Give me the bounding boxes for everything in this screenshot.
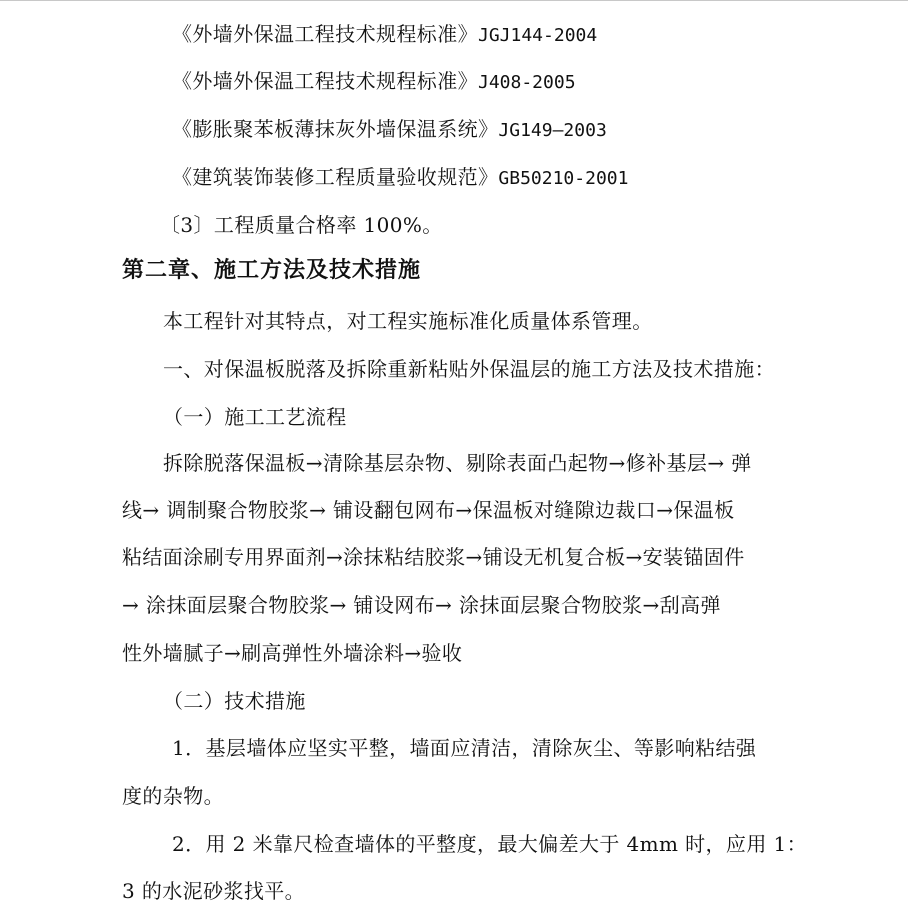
- standard-title: 《外墙外保温工程技术规程标准》: [172, 69, 478, 93]
- process-line: 线→ 调制聚合物胶浆→ 铺设翻包网布→保温板对缝隙边裁口→保温板: [122, 498, 735, 522]
- quality-rate: 〔3〕工程质量合格率 100%。: [160, 213, 443, 237]
- process-line: 拆除脱落保温板→清除基层杂物、剔除表面凸起物→修补基层→ 弹: [163, 451, 752, 475]
- standard-item: [172, 69, 576, 95]
- standard-title: 《外墙外保温工程技术规程标准》: [172, 22, 478, 46]
- intro-paragraph: 本工程针对其特点，对工程实施标准化质量体系管理。: [163, 309, 653, 333]
- process-line: 性外墙腻子→刷高弹性外墙涂料→验收: [122, 641, 463, 665]
- measure-2-line: 2．用 2 米靠尺检查墙体的平整度，最大偏差大于 4mm 时，应用 1：: [172, 832, 808, 856]
- standard-item: [172, 165, 628, 191]
- subsection-measures-title: （二）技术措施: [163, 689, 306, 713]
- subsection-process-title: （一）施工工艺流程: [163, 405, 347, 429]
- chapter-title: 第二章、施工方法及技术措施: [122, 258, 422, 283]
- standard-title: 《膨胀聚苯板薄抹灰外墙保温系统》: [172, 117, 499, 141]
- process-line: 粘结面涂刷专用界面剂→涂抹粘结胶浆→铺设无机复合板→安装锚固件: [122, 545, 745, 569]
- standard-code: JG149—2003: [498, 120, 607, 141]
- standard-title: 《建筑装饰装修工程质量验收规范》: [172, 165, 499, 189]
- page-top-rule: [0, 0, 908, 1]
- standard-item: [172, 117, 607, 143]
- section-one-title: 一、对保温板脱落及拆除重新粘贴外保温层的施工方法及技术措施：: [163, 357, 775, 381]
- standard-code: J408-2005: [478, 72, 576, 93]
- process-line: → 涂抹面层聚合物胶浆→ 铺设网布→ 涂抹面层聚合物胶浆→刮高弹: [122, 593, 721, 617]
- measure-1-line: 度的杂物。: [122, 784, 224, 808]
- standard-code: GB50210-2001: [498, 168, 629, 189]
- measure-2-line: 3 的水泥砂浆找平。: [122, 879, 306, 903]
- standard-item: [172, 22, 597, 48]
- standard-code: JGJ144-2004: [478, 25, 598, 46]
- measure-1-line: 1．基层墙体应坚实平整，墙面应清洁，清除灰尘、等影响粘结强: [172, 736, 757, 760]
